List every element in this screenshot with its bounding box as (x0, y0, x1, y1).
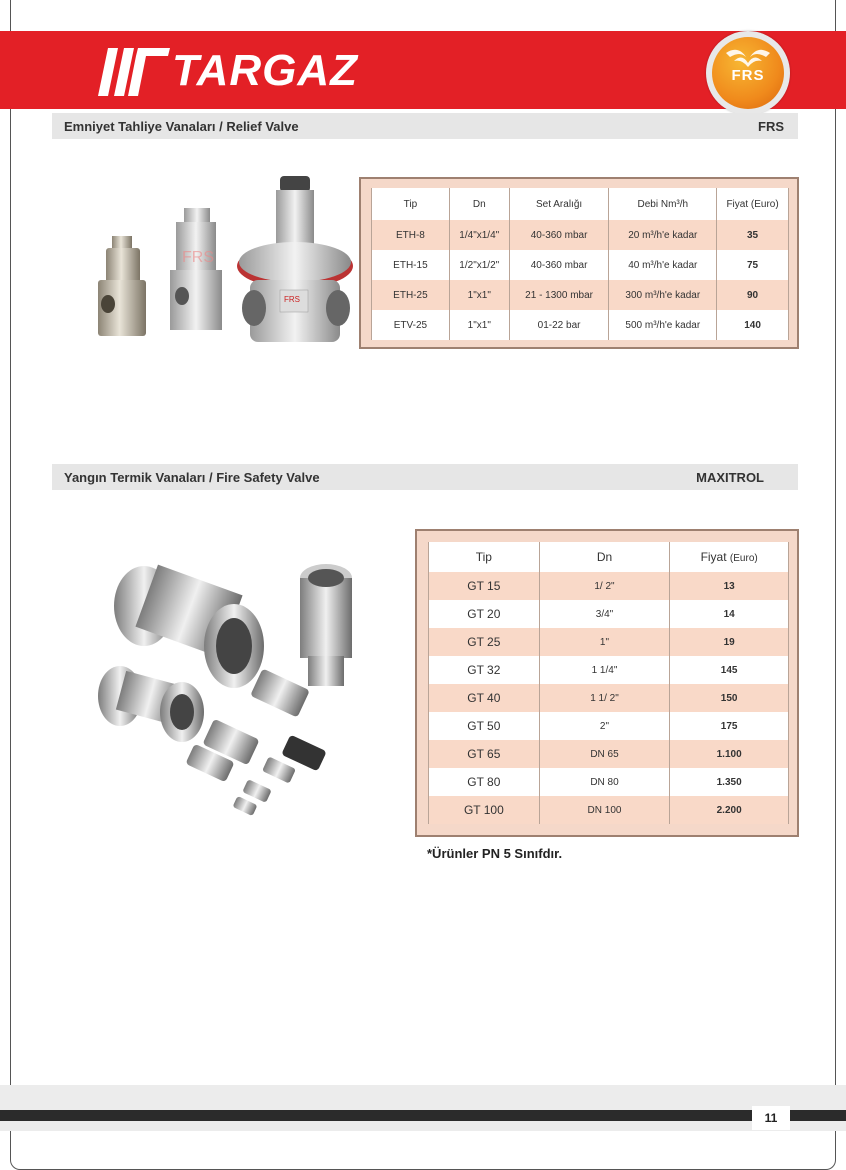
cell-tip: ETV-25 (372, 310, 450, 340)
cell-price: 35 (717, 220, 789, 250)
page-number: 11 (752, 1106, 790, 1130)
cell-price: 1.100 (670, 740, 789, 768)
brand-logo (94, 40, 358, 102)
badge-label: FRS (731, 67, 765, 84)
section-title: Yangın Termik Vanaları / Fire Safety Valve (64, 469, 320, 485)
targaz-logo-icon (94, 42, 170, 100)
cell-dn: 1" (539, 628, 670, 656)
cell-tip: GT 65 (429, 740, 540, 768)
cell-tip: ETH-25 (372, 280, 450, 310)
table-row (429, 768, 789, 796)
cell-set-range: 40-360 mbar (509, 250, 609, 280)
table (371, 188, 789, 340)
cell-price: 140 (717, 310, 789, 340)
col-header: Dn (539, 542, 670, 572)
frs-badge-disc (712, 37, 784, 109)
cell-dn: 1/2"x1/2" (449, 250, 509, 280)
col-header-price (670, 542, 789, 572)
table-row (429, 628, 789, 656)
table-row (372, 250, 789, 280)
col-header: Tip (372, 188, 450, 220)
cell-flow: 300 m³/h'e kadar (609, 280, 717, 310)
svg-text:FRS: FRS (284, 295, 300, 304)
cell-tip: GT 20 (429, 600, 540, 628)
fire-safety-valve-price-table (415, 529, 799, 837)
cell-dn: 1 1/ 2" (539, 684, 670, 712)
cell-price: 2.200 (670, 796, 789, 824)
table-row (372, 280, 789, 310)
fire-safety-valve-product-image (94, 556, 366, 822)
cell-tip: GT 80 (429, 768, 540, 796)
relief-valve-price-table (359, 177, 799, 349)
cell-set-range: 21 - 1300 mbar (509, 280, 609, 310)
cell-dn: 1/ 2" (539, 572, 670, 600)
cell-flow: 40 m³/h'e kadar (609, 250, 717, 280)
cell-tip: ETH-8 (372, 220, 450, 250)
cell-tip: GT 25 (429, 628, 540, 656)
cell-dn: 1"x1" (449, 310, 509, 340)
section-bar-relief-valve (52, 113, 798, 139)
cell-dn: 3/4" (539, 600, 670, 628)
cell-tip: GT 15 (429, 572, 540, 600)
table-row (429, 600, 789, 628)
table-row (429, 796, 789, 824)
table-row (429, 656, 789, 684)
cell-tip: GT 32 (429, 656, 540, 684)
cell-set-range: 01-22 bar (509, 310, 609, 340)
footer-band (0, 1085, 846, 1131)
cell-set-range: 40-360 mbar (509, 220, 609, 250)
price-label: Fiyat (700, 550, 727, 564)
cell-dn: 1"x1" (449, 280, 509, 310)
col-header: Set Aralığı (509, 188, 609, 220)
cell-price: 75 (717, 250, 789, 280)
table-row (372, 310, 789, 340)
cell-dn: 2" (539, 712, 670, 740)
cell-dn: 1 1/4" (539, 656, 670, 684)
cell-flow: 20 m³/h'e kadar (609, 220, 717, 250)
col-header: Tip (429, 542, 540, 572)
col-header: Debi Nm³/h (609, 188, 717, 220)
cell-tip: GT 40 (429, 684, 540, 712)
cell-price: 175 (670, 712, 789, 740)
cell-price: 150 (670, 684, 789, 712)
cell-price: 90 (717, 280, 789, 310)
cell-dn: DN 80 (539, 768, 670, 796)
table (428, 542, 789, 824)
table-header-row (372, 188, 789, 220)
cell-dn: DN 100 (539, 796, 670, 824)
section-title: Emniyet Tahliye Vanaları / Relief Valve (64, 118, 299, 134)
pressure-class-note: *Ürünler PN 5 Sınıfdır. (427, 846, 563, 861)
frs-badge (706, 31, 790, 115)
cell-flow: 500 m³/h'e kadar (609, 310, 717, 340)
cell-price: 1.350 (670, 768, 789, 796)
cell-tip: GT 100 (429, 796, 540, 824)
footer-bar (0, 1110, 846, 1121)
table-row (372, 220, 789, 250)
table-row (429, 740, 789, 768)
col-header: Dn (449, 188, 509, 220)
cell-tip: GT 50 (429, 712, 540, 740)
cell-dn: DN 65 (539, 740, 670, 768)
cell-tip: ETH-15 (372, 250, 450, 280)
section-brand: MAXITROL (696, 469, 764, 485)
currency-label: (Euro) (729, 553, 758, 564)
relief-valve-product-image (88, 172, 358, 352)
svg-text:FRS: FRS (182, 249, 214, 266)
col-header: Fiyat (Euro) (717, 188, 789, 220)
brand-name: TARGAZ (172, 46, 359, 95)
cell-price: 19 (670, 628, 789, 656)
table-row (429, 712, 789, 740)
cell-dn: 1/4"x1/4" (449, 220, 509, 250)
cell-price: 13 (670, 572, 789, 600)
section-brand: FRS (758, 118, 784, 134)
table-row (429, 684, 789, 712)
cell-price: 145 (670, 656, 789, 684)
table-row (429, 572, 789, 600)
table-header-row (429, 542, 789, 572)
section-bar-fire-safety-valve (52, 464, 798, 490)
cell-price: 14 (670, 600, 789, 628)
